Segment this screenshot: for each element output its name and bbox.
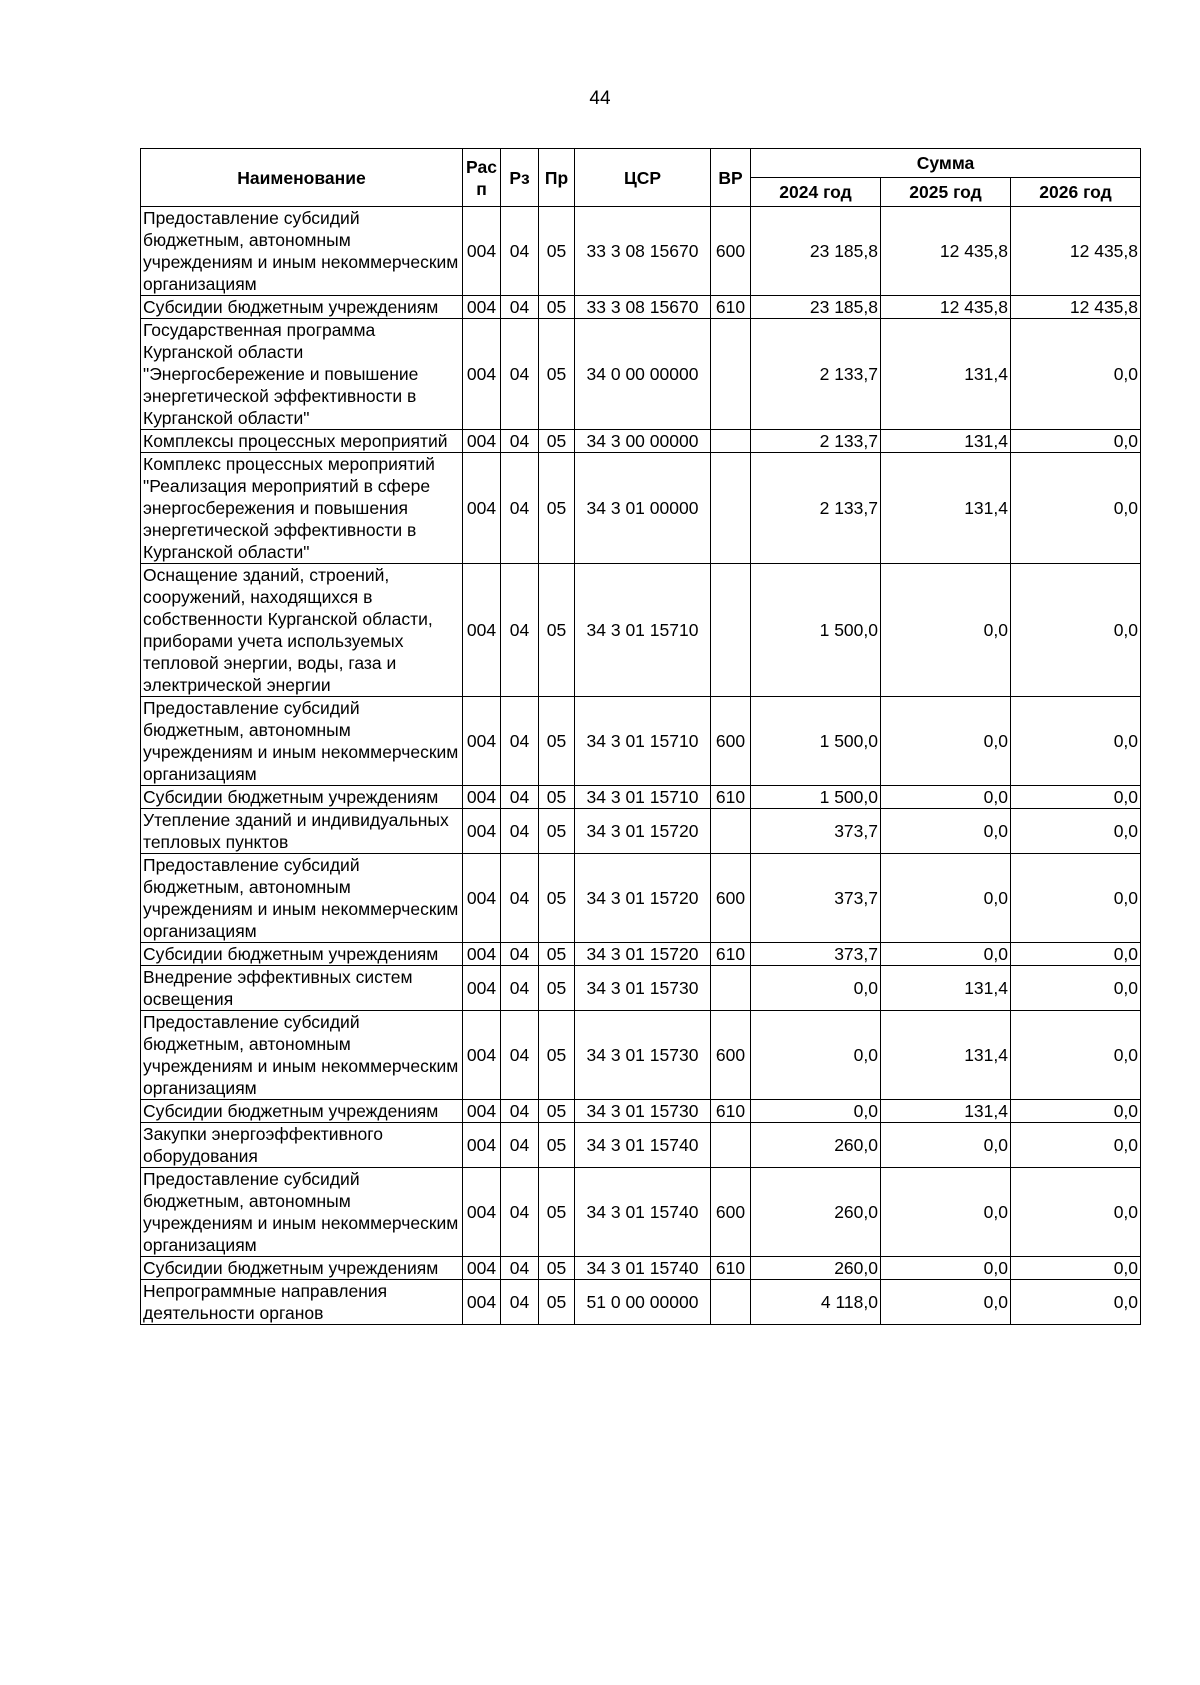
- cell-csr: 34 3 01 00000: [575, 453, 711, 564]
- header-year-2026: 2026 год: [1011, 178, 1141, 207]
- cell-name: Субсидии бюджетным учреждениям: [141, 786, 463, 809]
- cell-vr: [711, 966, 751, 1011]
- header-pr: Пр: [539, 149, 575, 207]
- cell-csr: 34 3 01 15720: [575, 943, 711, 966]
- cell-y2025: 0,0: [881, 943, 1011, 966]
- table-row: [141, 809, 1141, 854]
- cell-rz: 04: [501, 430, 539, 453]
- cell-y2024: 2 133,7: [751, 430, 881, 453]
- cell-y2025: 131,4: [881, 430, 1011, 453]
- cell-y2025: 0,0: [881, 697, 1011, 786]
- cell-y2025: 131,4: [881, 453, 1011, 564]
- cell-y2024: 0,0: [751, 966, 881, 1011]
- cell-vr: 610: [711, 943, 751, 966]
- cell-y2026: 0,0: [1011, 809, 1141, 854]
- cell-csr: 33 3 08 15670: [575, 207, 711, 296]
- cell-y2025: 131,4: [881, 1011, 1011, 1100]
- cell-rasp: 004: [463, 453, 501, 564]
- header-rz: Рз: [501, 149, 539, 207]
- cell-y2024: 4 118,0: [751, 1280, 881, 1325]
- cell-vr: 600: [711, 697, 751, 786]
- cell-y2024: 0,0: [751, 1100, 881, 1123]
- cell-rasp: 004: [463, 430, 501, 453]
- cell-pr: 05: [539, 966, 575, 1011]
- table-header: [141, 149, 1141, 207]
- table-row: [141, 1280, 1141, 1325]
- cell-pr: 05: [539, 453, 575, 564]
- cell-y2025: 12 435,8: [881, 296, 1011, 319]
- cell-vr: [711, 564, 751, 697]
- cell-y2025: 131,4: [881, 966, 1011, 1011]
- cell-rasp: 004: [463, 1011, 501, 1100]
- table-row: [141, 854, 1141, 943]
- cell-csr: 34 3 01 15740: [575, 1168, 711, 1257]
- cell-y2024: 1 500,0: [751, 786, 881, 809]
- cell-csr: 34 3 01 15710: [575, 697, 711, 786]
- cell-rasp: 004: [463, 1100, 501, 1123]
- table-row: [141, 697, 1141, 786]
- cell-rz: 04: [501, 854, 539, 943]
- cell-rasp: 004: [463, 1168, 501, 1257]
- table-row: [141, 453, 1141, 564]
- cell-name: Комплекс процессных мероприятий "Реализация мероприятий в сфере энергосбережения и повышения энергетической эффективности в Курганской области": [141, 453, 463, 564]
- cell-vr: 610: [711, 296, 751, 319]
- cell-y2025: 0,0: [881, 809, 1011, 854]
- cell-pr: 05: [539, 697, 575, 786]
- cell-pr: 05: [539, 564, 575, 697]
- cell-name: Предоставление субсидий бюджетным, автономным учреждениям и иным некоммерческим организациям: [141, 854, 463, 943]
- header-name: Наименование: [141, 149, 463, 207]
- cell-y2025: 0,0: [881, 1280, 1011, 1325]
- table-row: [141, 207, 1141, 296]
- cell-vr: [711, 1123, 751, 1168]
- cell-name: Внедрение эффективных систем освещения: [141, 966, 463, 1011]
- cell-y2025: 131,4: [881, 1100, 1011, 1123]
- header-vr: ВР: [711, 149, 751, 207]
- cell-csr: 34 3 00 00000: [575, 430, 711, 453]
- cell-y2025: 131,4: [881, 319, 1011, 430]
- cell-rasp: 004: [463, 1257, 501, 1280]
- cell-y2025: 12 435,8: [881, 207, 1011, 296]
- cell-vr: 600: [711, 1168, 751, 1257]
- cell-name: Субсидии бюджетным учреждениям: [141, 943, 463, 966]
- cell-y2025: 0,0: [881, 1257, 1011, 1280]
- cell-y2026: 0,0: [1011, 319, 1141, 430]
- table-body: [141, 207, 1141, 1325]
- cell-csr: 34 3 01 15740: [575, 1123, 711, 1168]
- header-rasp: Рас п: [463, 149, 501, 207]
- cell-name: Предоставление субсидий бюджетным, автономным учреждениям и иным некоммерческим организациям: [141, 697, 463, 786]
- cell-y2024: 260,0: [751, 1123, 881, 1168]
- cell-rz: 04: [501, 966, 539, 1011]
- cell-csr: 33 3 08 15670: [575, 296, 711, 319]
- cell-y2026: 0,0: [1011, 786, 1141, 809]
- cell-name: Субсидии бюджетным учреждениям: [141, 296, 463, 319]
- cell-rasp: 004: [463, 966, 501, 1011]
- cell-name: Субсидии бюджетным учреждениям: [141, 1257, 463, 1280]
- cell-name: Оснащение зданий, строений, сооружений, находящихся в собственности Курганской области, приборами учета используемых тепловой энергии, воды, газа и электрической энергии: [141, 564, 463, 697]
- cell-pr: 05: [539, 1280, 575, 1325]
- cell-y2025: 0,0: [881, 786, 1011, 809]
- cell-rasp: 004: [463, 854, 501, 943]
- cell-y2026: 0,0: [1011, 453, 1141, 564]
- table-row: [141, 966, 1141, 1011]
- cell-rz: 04: [501, 1280, 539, 1325]
- table-row: [141, 786, 1141, 809]
- cell-vr: [711, 319, 751, 430]
- cell-vr: 600: [711, 1011, 751, 1100]
- cell-pr: 05: [539, 1123, 575, 1168]
- cell-pr: 05: [539, 296, 575, 319]
- table-row: [141, 1168, 1141, 1257]
- cell-y2025: 0,0: [881, 1123, 1011, 1168]
- cell-y2025: 0,0: [881, 854, 1011, 943]
- table-row: [141, 1011, 1141, 1100]
- table-row: [141, 1123, 1141, 1168]
- cell-y2024: 0,0: [751, 1011, 881, 1100]
- cell-rz: 04: [501, 786, 539, 809]
- header-csr: ЦСР: [575, 149, 711, 207]
- cell-csr: 34 0 00 00000: [575, 319, 711, 430]
- cell-y2024: 2 133,7: [751, 319, 881, 430]
- cell-y2024: 23 185,8: [751, 207, 881, 296]
- cell-name: Утепление зданий и индивидуальных тепловых пунктов: [141, 809, 463, 854]
- cell-name: Субсидии бюджетным учреждениям: [141, 1100, 463, 1123]
- cell-csr: 51 0 00 00000: [575, 1280, 711, 1325]
- cell-rasp: 004: [463, 207, 501, 296]
- cell-y2025: 0,0: [881, 1168, 1011, 1257]
- cell-y2026: 12 435,8: [1011, 207, 1141, 296]
- cell-pr: 05: [539, 854, 575, 943]
- cell-rz: 04: [501, 697, 539, 786]
- table-row: [141, 1257, 1141, 1280]
- cell-pr: 05: [539, 1168, 575, 1257]
- table-row: [141, 564, 1141, 697]
- cell-pr: 05: [539, 1100, 575, 1123]
- table-row: [141, 430, 1141, 453]
- cell-y2026: 12 435,8: [1011, 296, 1141, 319]
- cell-rasp: 004: [463, 697, 501, 786]
- cell-csr: 34 3 01 15730: [575, 1100, 711, 1123]
- cell-rz: 04: [501, 1123, 539, 1168]
- cell-name: Предоставление субсидий бюджетным, автономным учреждениям и иным некоммерческим организациям: [141, 1011, 463, 1100]
- table-row: [141, 319, 1141, 430]
- cell-rz: 04: [501, 943, 539, 966]
- cell-y2026: 0,0: [1011, 966, 1141, 1011]
- cell-pr: 05: [539, 207, 575, 296]
- cell-rz: 04: [501, 207, 539, 296]
- cell-name: Закупки энергоэффективного оборудования: [141, 1123, 463, 1168]
- cell-y2026: 0,0: [1011, 1257, 1141, 1280]
- cell-name: Предоставление субсидий бюджетным, автономным учреждениям и иным некоммерческим организациям: [141, 207, 463, 296]
- cell-pr: 05: [539, 1257, 575, 1280]
- cell-rz: 04: [501, 564, 539, 697]
- cell-vr: [711, 1280, 751, 1325]
- cell-y2024: 260,0: [751, 1168, 881, 1257]
- cell-vr: [711, 809, 751, 854]
- cell-y2026: 0,0: [1011, 1123, 1141, 1168]
- cell-rasp: 004: [463, 1280, 501, 1325]
- cell-pr: 05: [539, 809, 575, 854]
- cell-pr: 05: [539, 786, 575, 809]
- cell-y2024: 1 500,0: [751, 564, 881, 697]
- cell-name: Предоставление субсидий бюджетным, автономным учреждениям и иным некоммерческим организациям: [141, 1168, 463, 1257]
- cell-vr: 610: [711, 1100, 751, 1123]
- cell-vr: 600: [711, 854, 751, 943]
- cell-pr: 05: [539, 1011, 575, 1100]
- cell-y2024: 373,7: [751, 943, 881, 966]
- cell-y2026: 0,0: [1011, 430, 1141, 453]
- cell-rasp: 004: [463, 1123, 501, 1168]
- cell-name: Государственная программа Курганской области "Энергосбережение и повышение энергетической эффективности в Курганской области": [141, 319, 463, 430]
- cell-y2026: 0,0: [1011, 564, 1141, 697]
- cell-csr: 34 3 01 15730: [575, 1011, 711, 1100]
- cell-rz: 04: [501, 1257, 539, 1280]
- cell-y2026: 0,0: [1011, 1011, 1141, 1100]
- cell-y2025: 0,0: [881, 564, 1011, 697]
- cell-y2024: 373,7: [751, 809, 881, 854]
- cell-name: Комплексы процессных мероприятий: [141, 430, 463, 453]
- cell-pr: 05: [539, 943, 575, 966]
- cell-y2026: 0,0: [1011, 1280, 1141, 1325]
- cell-vr: 600: [711, 207, 751, 296]
- cell-y2024: 2 133,7: [751, 453, 881, 564]
- cell-y2024: 23 185,8: [751, 296, 881, 319]
- cell-name: Непрограммные направления деятельности органов: [141, 1280, 463, 1325]
- cell-vr: [711, 453, 751, 564]
- cell-csr: 34 3 01 15720: [575, 809, 711, 854]
- cell-vr: 610: [711, 786, 751, 809]
- cell-rasp: 004: [463, 296, 501, 319]
- cell-rasp: 004: [463, 943, 501, 966]
- header-year-2025: 2025 год: [881, 178, 1011, 207]
- cell-rz: 04: [501, 1100, 539, 1123]
- cell-csr: 34 3 01 15720: [575, 854, 711, 943]
- cell-vr: 610: [711, 1257, 751, 1280]
- cell-pr: 05: [539, 430, 575, 453]
- cell-y2026: 0,0: [1011, 697, 1141, 786]
- cell-vr: [711, 430, 751, 453]
- cell-rz: 04: [501, 319, 539, 430]
- header-sum: Сумма: [751, 149, 1141, 178]
- cell-csr: 34 3 01 15740: [575, 1257, 711, 1280]
- cell-rz: 04: [501, 453, 539, 564]
- cell-rasp: 004: [463, 786, 501, 809]
- table-row: [141, 296, 1141, 319]
- cell-pr: 05: [539, 319, 575, 430]
- cell-rz: 04: [501, 809, 539, 854]
- cell-rz: 04: [501, 296, 539, 319]
- cell-y2024: 373,7: [751, 854, 881, 943]
- cell-y2026: 0,0: [1011, 943, 1141, 966]
- cell-y2024: 1 500,0: [751, 697, 881, 786]
- cell-rasp: 004: [463, 809, 501, 854]
- cell-y2026: 0,0: [1011, 1100, 1141, 1123]
- cell-csr: 34 3 01 15710: [575, 786, 711, 809]
- cell-csr: 34 3 01 15730: [575, 966, 711, 1011]
- cell-rasp: 004: [463, 319, 501, 430]
- cell-y2026: 0,0: [1011, 1168, 1141, 1257]
- page-number: 44: [589, 88, 611, 109]
- cell-y2026: 0,0: [1011, 854, 1141, 943]
- cell-y2024: 260,0: [751, 1257, 881, 1280]
- table-row: [141, 943, 1141, 966]
- cell-csr: 34 3 01 15710: [575, 564, 711, 697]
- table-row: [141, 1100, 1141, 1123]
- cell-rasp: 004: [463, 564, 501, 697]
- cell-rz: 04: [501, 1011, 539, 1100]
- budget-table: [140, 148, 1141, 1325]
- cell-rz: 04: [501, 1168, 539, 1257]
- header-year-2024: 2024 год: [751, 178, 881, 207]
